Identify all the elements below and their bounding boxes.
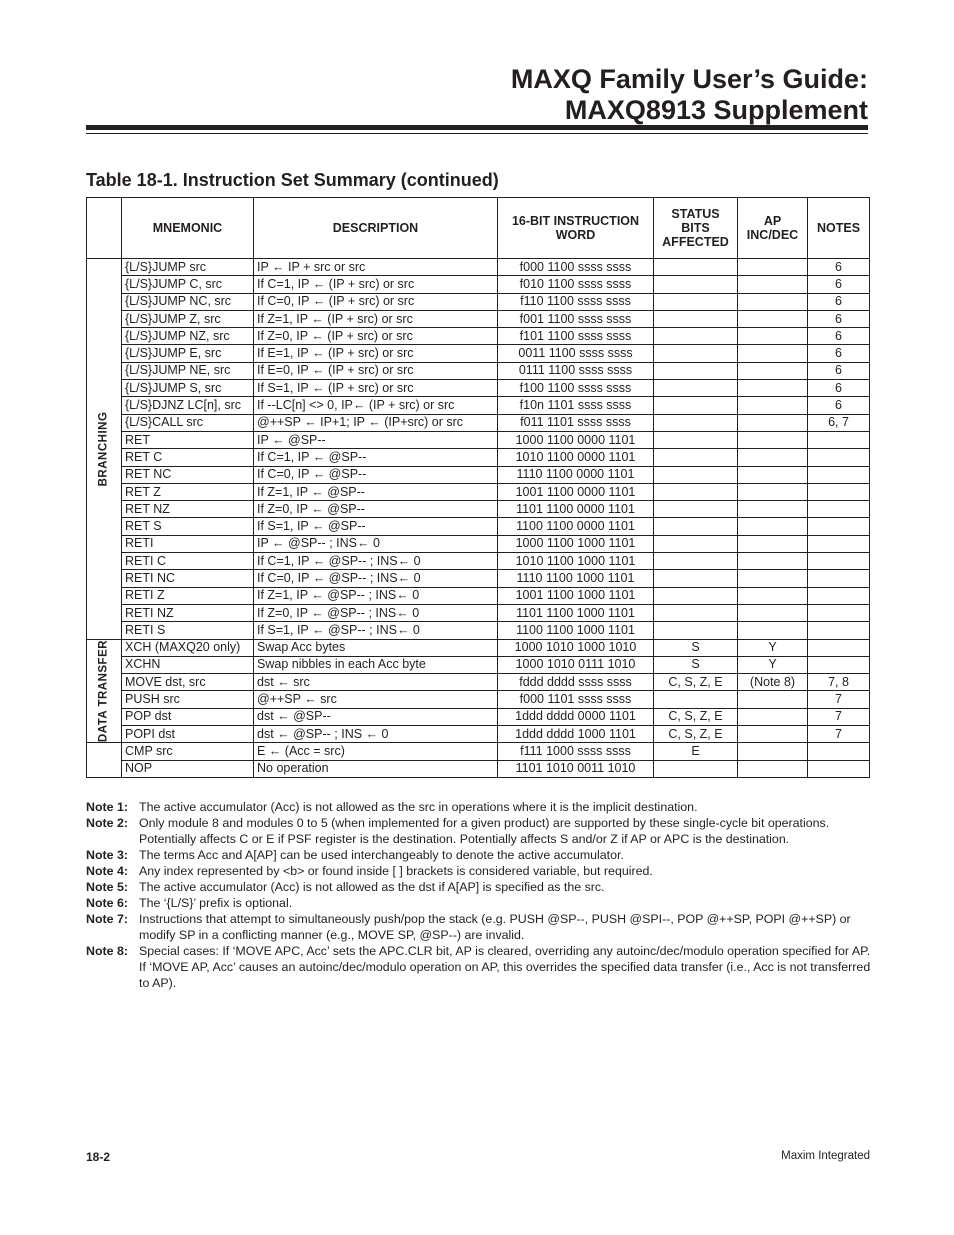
table-cell: S [654, 639, 738, 656]
note-item [86, 943, 876, 991]
note-text: Special cases: If ‘MOVE APC, Acc’ sets the APC.CLR bit, AP is cleared, overriding any autoinc/dec/modulo operation specified for AP. If ‘MOVE AP, Acc’ causes an autoinc/dec/modulo operation on AP, this overrides the specified data transfer (i.e., Acc is not transferred to AP). [139, 944, 871, 990]
table-row [87, 362, 870, 379]
table-cell: 7, 8 [808, 674, 870, 691]
table-row [87, 466, 870, 483]
table-cell: Y [738, 639, 808, 656]
table-cell: RET NZ [122, 501, 254, 518]
table-cell: {L/S}JUMP E, src [122, 345, 254, 362]
table-cell: RETI NC [122, 570, 254, 587]
table-cell: IP ← @SP-- [254, 431, 498, 448]
table-cell [738, 604, 808, 621]
table-cell: 1101 1010 0011 1010 [498, 760, 654, 777]
table-cell: PUSH src [122, 691, 254, 708]
table-cell [738, 691, 808, 708]
table-cell [654, 501, 738, 518]
table-cell: RET NC [122, 466, 254, 483]
table-cell: If C=1, IP ← (IP + src) or src [254, 276, 498, 293]
table-cell: @++SP ← src [254, 691, 498, 708]
table-cell: RETI Z [122, 587, 254, 604]
table-row [87, 310, 870, 327]
table-row [87, 674, 870, 691]
table-cell: If Z=1, IP ← (IP + src) or src [254, 310, 498, 327]
table-cell: 1001 1100 0000 1101 [498, 483, 654, 500]
table-cell [654, 604, 738, 621]
group-header-cell [87, 198, 122, 259]
table-cell [738, 449, 808, 466]
table-row [87, 414, 870, 431]
table-cell: 7 [808, 708, 870, 725]
table-cell: f111 1000 ssss ssss [498, 743, 654, 760]
table-cell: RET C [122, 449, 254, 466]
table-cell [654, 587, 738, 604]
table-cell: dst ← src [254, 674, 498, 691]
table-cell [654, 414, 738, 431]
table-cell [738, 276, 808, 293]
table-cell [738, 518, 808, 535]
table-cell: f000 1100 ssss ssss [498, 259, 654, 276]
table-cell [654, 259, 738, 276]
table-cell: If Z=0, IP ← @SP-- ; INS← 0 [254, 604, 498, 621]
header-title-line1: MAXQ Family User’s Guide: [510, 64, 868, 94]
table-cell [808, 501, 870, 518]
table-row [87, 656, 870, 673]
table-cell: 1000 1100 1000 1101 [498, 535, 654, 552]
table-cell: dst ← @SP-- [254, 708, 498, 725]
table-cell: 1000 1010 0111 1010 [498, 656, 654, 673]
table-row [87, 259, 870, 276]
column-header: MNEMONIC [122, 198, 254, 259]
note-item [86, 863, 876, 879]
table-cell: fddd dddd ssss ssss [498, 674, 654, 691]
table-cell: IP ← @SP-- ; INS← 0 [254, 535, 498, 552]
table-cell: {L/S}JUMP C, src [122, 276, 254, 293]
table-cell [654, 760, 738, 777]
note-item [86, 815, 876, 847]
table-cell: 1010 1100 0000 1101 [498, 449, 654, 466]
table-cell [808, 760, 870, 777]
table-cell [808, 639, 870, 656]
table-cell: C, S, Z, E [654, 708, 738, 725]
table-cell: f101 1100 ssss ssss [498, 328, 654, 345]
table-cell [808, 604, 870, 621]
column-header: AP INC/DEC [738, 198, 808, 259]
table-cell: If C=1, IP ← @SP-- [254, 449, 498, 466]
table-cell [738, 397, 808, 414]
table-cell: f10n 1101 ssss ssss [498, 397, 654, 414]
table-cell: 1110 1100 1000 1101 [498, 570, 654, 587]
table-cell: RET Z [122, 483, 254, 500]
note-label: Note 7: [86, 912, 128, 926]
table-cell [808, 535, 870, 552]
table-title: Table 18-1. Instruction Set Summary (continued) [86, 170, 499, 190]
table-cell: 6 [808, 397, 870, 414]
note-label: Note 1: [86, 800, 128, 814]
note-label: Note 8: [86, 944, 128, 958]
table-cell [654, 310, 738, 327]
note-text: The ‘{L/S}’ prefix is optional. [139, 896, 293, 910]
table-row [87, 622, 870, 639]
table-cell [808, 570, 870, 587]
table-cell: (Note 8) [738, 674, 808, 691]
table-cell: If E=1, IP ← (IP + src) or src [254, 345, 498, 362]
table-cell: 6 [808, 293, 870, 310]
column-header: STATUS BITS AFFECTED [654, 198, 738, 259]
note-text: Any index represented by <b> or found inside [ ] brackets is considered variable, but required. [139, 864, 653, 878]
table-cell [654, 276, 738, 293]
note-item [86, 879, 876, 895]
table-cell: 0111 1100 ssss ssss [498, 362, 654, 379]
table-cell [654, 328, 738, 345]
table-row [87, 501, 870, 518]
group-label-cell [87, 639, 122, 743]
table-cell [808, 622, 870, 639]
table-cell: 7 [808, 726, 870, 743]
table-cell: RET [122, 431, 254, 448]
table-cell [808, 449, 870, 466]
table-cell: 1101 1100 1000 1101 [498, 604, 654, 621]
table-cell: If E=0, IP ← (IP + src) or src [254, 362, 498, 379]
table-cell: C, S, Z, E [654, 726, 738, 743]
table-cell [738, 622, 808, 639]
table-cell [808, 466, 870, 483]
table-row [87, 380, 870, 397]
table-cell [654, 518, 738, 535]
table-cell: 6 [808, 276, 870, 293]
table-cell: If C=1, IP ← @SP-- ; INS← 0 [254, 553, 498, 570]
table-cell [654, 483, 738, 500]
table-cell [738, 535, 808, 552]
table-cell [654, 397, 738, 414]
table-row [87, 726, 870, 743]
group-label-cell [87, 259, 122, 640]
table-cell: If Z=0, IP ← (IP + src) or src [254, 328, 498, 345]
table-cell: RET S [122, 518, 254, 535]
table-cell: 6 [808, 362, 870, 379]
table-cell [808, 518, 870, 535]
table-cell: If Z=0, IP ← @SP-- [254, 501, 498, 518]
table-cell: f110 1100 ssss ssss [498, 293, 654, 310]
table-header-row [87, 198, 870, 259]
table-cell: 6 [808, 328, 870, 345]
header-rule-thick [86, 125, 868, 130]
table-row [87, 276, 870, 293]
table-cell: f011 1101 ssss ssss [498, 414, 654, 431]
table-cell: XCHN [122, 656, 254, 673]
table-cell: 1ddd dddd 0000 1101 [498, 708, 654, 725]
column-header: DESCRIPTION [254, 198, 498, 259]
table-row [87, 604, 870, 621]
table-row [87, 535, 870, 552]
table-cell: 6, 7 [808, 414, 870, 431]
table-cell [738, 414, 808, 431]
table-cell [738, 553, 808, 570]
page-header-title [511, 64, 868, 126]
table-cell: f100 1100 ssss ssss [498, 380, 654, 397]
table-cell: {L/S}JUMP S, src [122, 380, 254, 397]
table-cell [654, 449, 738, 466]
table-cell: RETI C [122, 553, 254, 570]
table-cell: 1100 1100 0000 1101 [498, 518, 654, 535]
table-cell [738, 431, 808, 448]
note-item [86, 799, 876, 815]
table-cell [738, 259, 808, 276]
table-row [87, 587, 870, 604]
table-cell: If C=0, IP ← (IP + src) or src [254, 293, 498, 310]
table-row [87, 518, 870, 535]
table-cell: 1ddd dddd 1000 1101 [498, 726, 654, 743]
table-cell: If C=0, IP ← @SP-- [254, 466, 498, 483]
note-item [86, 895, 876, 911]
table-cell: POP dst [122, 708, 254, 725]
note-label: Note 2: [86, 816, 128, 830]
table-cell: 1010 1100 1000 1101 [498, 553, 654, 570]
table-cell: {L/S}DJNZ LC[n], src [122, 397, 254, 414]
table-cell [738, 328, 808, 345]
note-label: Note 4: [86, 864, 128, 878]
note-item [86, 847, 876, 863]
table-cell: No operation [254, 760, 498, 777]
table-cell: XCH (MAXQ20 only) [122, 639, 254, 656]
table-cell [808, 483, 870, 500]
table-cell: 6 [808, 345, 870, 362]
table-cell [738, 570, 808, 587]
table-cell: 1101 1100 0000 1101 [498, 501, 654, 518]
table-cell: RETI NZ [122, 604, 254, 621]
table-cell: C, S, Z, E [654, 674, 738, 691]
table-cell: MOVE dst, src [122, 674, 254, 691]
table-cell: Swap Acc bytes [254, 639, 498, 656]
table-cell [654, 293, 738, 310]
table-cell [738, 501, 808, 518]
note-text: The active accumulator (Acc) is not allowed as the dst if A[AP] is specified as the src. [139, 880, 605, 894]
table-cell: {L/S}JUMP NC, src [122, 293, 254, 310]
table-cell: E ← (Acc = src) [254, 743, 498, 760]
table-row [87, 431, 870, 448]
table-cell: {L/S}JUMP NZ, src [122, 328, 254, 345]
table-cell: Y [738, 656, 808, 673]
table-cell: 1100 1100 1000 1101 [498, 622, 654, 639]
table-cell [654, 431, 738, 448]
table-cell [738, 483, 808, 500]
table-cell [738, 293, 808, 310]
table-cell [654, 553, 738, 570]
table-row [87, 345, 870, 362]
table-cell: {L/S}JUMP Z, src [122, 310, 254, 327]
note-text: The active accumulator (Acc) is not allowed as the src in operations where it is the implicit destination. [139, 800, 698, 814]
table-cell: 1110 1100 0000 1101 [498, 466, 654, 483]
table-cell [808, 743, 870, 760]
table-cell [808, 553, 870, 570]
table-cell: {L/S}JUMP NE, src [122, 362, 254, 379]
note-item [86, 911, 876, 943]
table-cell [738, 743, 808, 760]
group-label-cell [87, 743, 122, 778]
column-header: NOTES [808, 198, 870, 259]
table-cell [738, 466, 808, 483]
table-row [87, 483, 870, 500]
table-cell: If S=1, IP ← @SP-- ; INS← 0 [254, 622, 498, 639]
table-cell [654, 622, 738, 639]
table-row [87, 293, 870, 310]
table-cell [808, 656, 870, 673]
table-cell [654, 345, 738, 362]
table-cell: If S=1, IP ← @SP-- [254, 518, 498, 535]
table-cell: IP ← IP + src or src [254, 259, 498, 276]
table-cell: 6 [808, 310, 870, 327]
table-row [87, 639, 870, 656]
table-cell: f001 1100 ssss ssss [498, 310, 654, 327]
table-cell: POPI dst [122, 726, 254, 743]
table-cell: 6 [808, 259, 870, 276]
table-body [87, 259, 870, 778]
table-cell: f010 1100 ssss ssss [498, 276, 654, 293]
note-label: Note 6: [86, 896, 128, 910]
table-cell [738, 310, 808, 327]
note-label: Note 5: [86, 880, 128, 894]
table-cell: E [654, 743, 738, 760]
header-rule-thin [86, 133, 868, 134]
table-row [87, 570, 870, 587]
table-cell [654, 570, 738, 587]
note-text: Only module 8 and modules 0 to 5 (when implemented for a given product) are supported by these single-cycle bit operations. Potentially affects C or E if PSF register is the destination. Potentially affects S and/or Z if AP or APC is the destination. [139, 816, 830, 846]
table-cell [654, 362, 738, 379]
table-cell: 6 [808, 380, 870, 397]
group-label: DATA TRANSFER [97, 639, 110, 742]
table-cell [654, 691, 738, 708]
table-cell: 1000 1100 0000 1101 [498, 431, 654, 448]
table-cell: If S=1, IP ← (IP + src) or src [254, 380, 498, 397]
table-cell: 1001 1100 1000 1101 [498, 587, 654, 604]
table-cell: {L/S}CALL src [122, 414, 254, 431]
table-cell: NOP [122, 760, 254, 777]
table-cell: RETI [122, 535, 254, 552]
table-cell [654, 466, 738, 483]
table-cell: @++SP ← IP+1; IP ← (IP+src) or src [254, 414, 498, 431]
table-cell [738, 345, 808, 362]
column-header: 16-BIT INSTRUCTION WORD [498, 198, 654, 259]
table-cell: S [654, 656, 738, 673]
table-row [87, 553, 870, 570]
table-cell: CMP src [122, 743, 254, 760]
note-text: Instructions that attempt to simultaneously push/pop the stack (e.g. PUSH @SP--, PUSH @SPI--, POP @++SP, POPI @++SP) or modify SP in a conflicting manner (e.g., MOVE SP, @SP--) are invalid. [139, 912, 851, 942]
table-cell: 1000 1010 1000 1010 [498, 639, 654, 656]
page-number: 18-2 [86, 1150, 111, 1164]
instruction-set-table [86, 197, 870, 778]
table-row [87, 328, 870, 345]
table-cell [808, 431, 870, 448]
table-cell: 0011 1100 ssss ssss [498, 345, 654, 362]
table-cell [654, 380, 738, 397]
table-row [87, 760, 870, 777]
table-cell [738, 362, 808, 379]
table-cell [808, 587, 870, 604]
table-cell [654, 535, 738, 552]
group-label: BRANCHING [97, 411, 110, 487]
table-cell [738, 726, 808, 743]
header-title-line2: MAXQ8913 Supplement [564, 95, 868, 125]
note-text: The terms Acc and A[AP] can be used interchangeably to denote the active accumulator. [139, 848, 624, 862]
table-cell: RETI S [122, 622, 254, 639]
table-cell: If Z=1, IP ← @SP-- ; INS← 0 [254, 587, 498, 604]
notes-section [86, 799, 876, 991]
table-cell: {L/S}JUMP src [122, 259, 254, 276]
table-cell: Swap nibbles in each Acc byte [254, 656, 498, 673]
table-cell: dst ← @SP-- ; INS ← 0 [254, 726, 498, 743]
table-row [87, 691, 870, 708]
table-cell: 7 [808, 691, 870, 708]
table-row [87, 449, 870, 466]
table-cell: If C=0, IP ← @SP-- ; INS← 0 [254, 570, 498, 587]
table-row [87, 743, 870, 760]
table-cell [738, 708, 808, 725]
note-label: Note 3: [86, 848, 128, 862]
table-row [87, 708, 870, 725]
table-cell: If Z=1, IP ← @SP-- [254, 483, 498, 500]
table-cell [738, 380, 808, 397]
table-row [87, 397, 870, 414]
table-cell: If --LC[n] <> 0, IP← (IP + src) or src [254, 397, 498, 414]
table-cell [738, 760, 808, 777]
table-cell [738, 587, 808, 604]
table-cell: f000 1101 ssss ssss [498, 691, 654, 708]
company-name: Maxim Integrated [781, 1150, 870, 1162]
